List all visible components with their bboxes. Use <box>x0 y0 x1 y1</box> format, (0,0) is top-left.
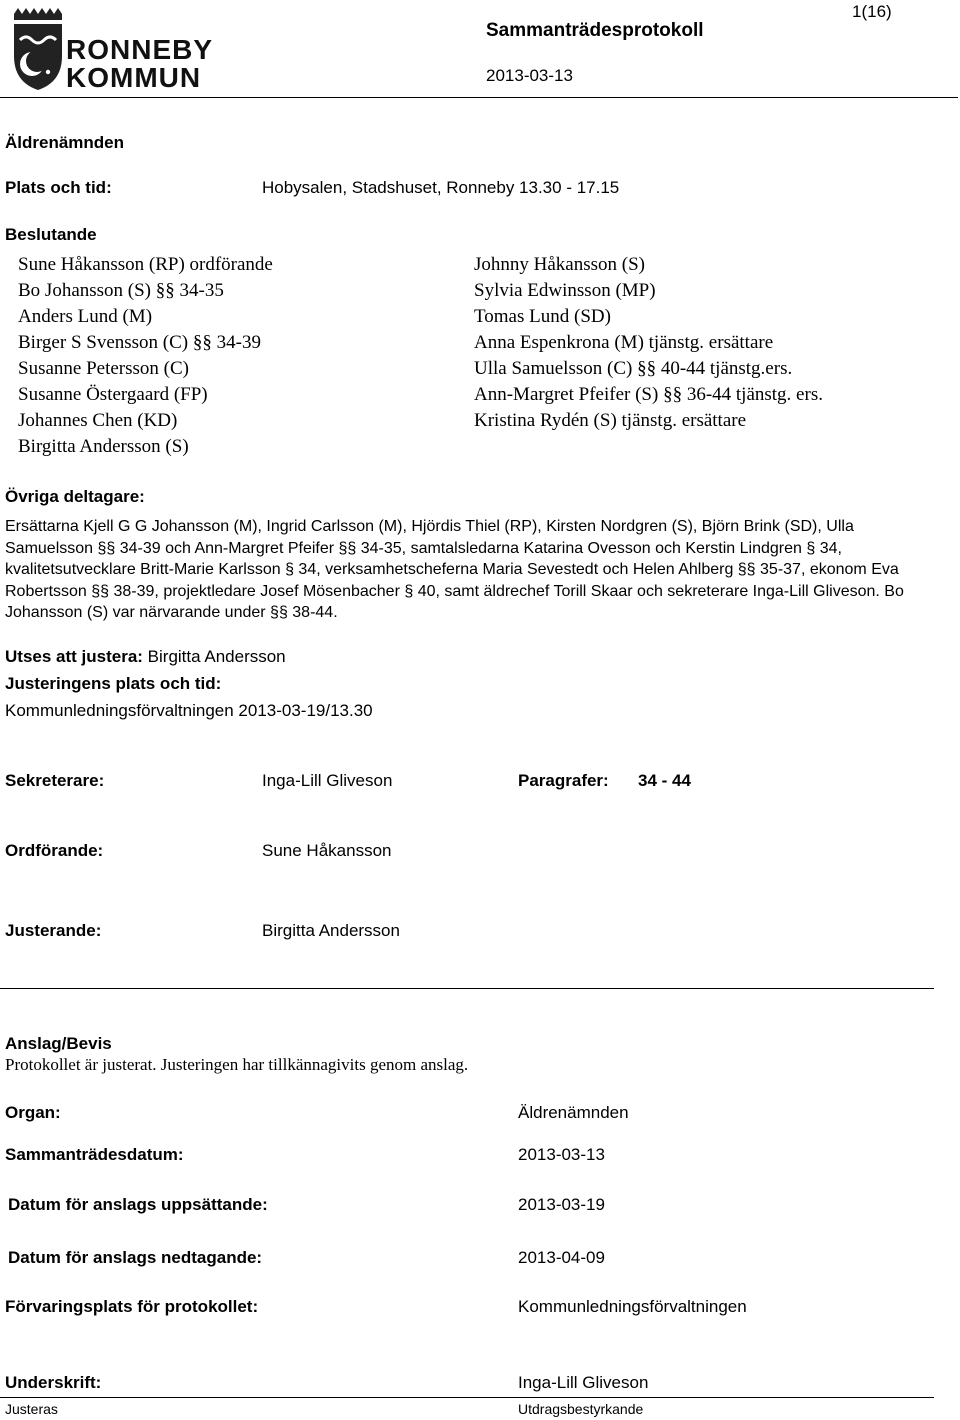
member-item: Anna Espenkrona (M) tjänstg. ersättare <box>474 332 774 353</box>
beslutande-heading: Beslutande <box>5 225 97 244</box>
ovriga-heading: Övriga deltagare: <box>5 487 145 506</box>
member-item: Ulla Samuelsson (C) §§ 40-44 tjänstg.ers. <box>474 358 793 379</box>
logo-line-2: KOMMUN <box>66 62 202 93</box>
member-item: Bo Johansson (S) §§ 34-35 <box>18 280 224 301</box>
page-number: 1(16) <box>852 2 892 21</box>
nedtagande-label: Datum för anslags nedtagande: <box>8 1248 263 1267</box>
footer-utdragsbestyrkande: Utdragsbestyrkande <box>518 1401 644 1417</box>
footer-justeras: Justeras <box>5 1401 58 1417</box>
sammantradesdatum-label: Sammanträdesdatum: <box>5 1145 184 1164</box>
municipal-crest-icon <box>8 6 68 92</box>
header-divider <box>0 97 958 98</box>
organ-label: Organ: <box>5 1103 61 1122</box>
anslag-text: Protokollet är justerat. Justeringen har tillkännagivits genom anslag. <box>5 1055 469 1074</box>
organ-value: Äldrenämnden <box>518 1103 629 1122</box>
justerande-value: Birgitta Andersson <box>262 921 400 940</box>
member-item: Sune Håkansson (RP) ordförande <box>18 254 273 275</box>
anslag-divider <box>0 988 934 989</box>
member-item: Tomas Lund (SD) <box>474 306 611 327</box>
member-item: Birger S Svensson (C) §§ 34-39 <box>18 332 261 353</box>
sekreterare-value: Inga-Lill Gliveson <box>262 771 393 790</box>
beslutande-left-list <box>18 252 273 460</box>
utses-label: Utses att justera: <box>5 647 143 666</box>
member-item: Sylvia Edwinsson (MP) <box>474 280 656 301</box>
forvaringsplats-label: Förvaringsplats för protokollet: <box>5 1297 259 1316</box>
member-item: Susanne Östergaard (FP) <box>18 384 208 405</box>
paragrafer-value: 34 - 44 <box>638 771 691 790</box>
place-time-value: Hobysalen, Stadshuset, Ronneby 13.30 - 17.15 <box>262 178 620 197</box>
document-type: Sammanträdesprotokoll <box>486 20 704 41</box>
ordforande-label: Ordförande: <box>5 841 104 860</box>
nedtagande-value: 2013-04-09 <box>518 1248 605 1267</box>
member-item: Johannes Chen (KD) <box>18 410 178 431</box>
forvaringsplats-value: Kommunledningsförvaltningen <box>518 1297 747 1316</box>
utses-row <box>5 647 286 667</box>
paragrafer-label: Paragrafer: <box>518 771 609 790</box>
underskrift-value: Inga-Lill Gliveson <box>518 1373 649 1392</box>
utses-value: Birgitta Andersson <box>147 647 286 666</box>
logo-line-1: RONNEBY <box>66 34 214 65</box>
header-date: 2013-03-13 <box>486 66 573 85</box>
committee-name: Äldrenämnden <box>5 133 125 152</box>
ovriga-text: Ersättarna Kjell G G Johansson (M), Ingrid Carlsson (M), Hjördis Thiel (RP), Kirsten Nordgren (S), Björn Brink (SD), Ulla Samuelsson §§ 34-39 och Ann-Margret Pfeifer §§ 34-35, samtalsledarna Katarina Ovesson och Kerstin Lindgren § 34, kvalitetsutvecklare Britt-Marie Karlsson § 34, verksamhetscheferna Maria Sevestedt och Helen Ahlberg §§ 35-37, ekonom Eva Robertsson §§ 38-39, projektledare Josef Mösenbacher § 40, samt äldrechef Torill Skaar och sekreterare Inga-Lill Gliveson. Bo Johansson (S) var närvarande under §§ 38-44. <box>5 518 904 621</box>
member-item: Birgitta Andersson (S) <box>18 436 189 457</box>
beslutande-right-list <box>474 252 823 434</box>
justering-place-label: Justeringens plats och tid: <box>5 674 222 693</box>
justerande-label: Justerande: <box>5 921 102 940</box>
anslag-heading: Anslag/Bevis <box>5 1034 112 1053</box>
footer-divider <box>0 1397 934 1398</box>
sammantradesdatum-value: 2013-03-13 <box>518 1145 605 1164</box>
member-item: Ann-Margret Pfeifer (S) §§ 36-44 tjänstg. ers. <box>474 384 823 405</box>
member-item: Johnny Håkansson (S) <box>474 254 645 275</box>
sekreterare-label: Sekreterare: <box>5 771 105 790</box>
justering-place-value: Kommunledningsförvaltningen 2013-03-19/13.30 <box>5 701 373 720</box>
underskrift-label: Underskrift: <box>5 1373 102 1392</box>
member-item: Kristina Rydén (S) tjänstg. ersättare <box>474 410 747 431</box>
member-item: Susanne Petersson (C) <box>18 358 189 379</box>
ronneby-kommun-logo <box>4 6 224 92</box>
place-time-label: Plats och tid: <box>5 178 112 197</box>
member-item: Anders Lund (M) <box>18 306 153 327</box>
ordforande-value: Sune Håkansson <box>262 841 392 860</box>
uppsattande-label: Datum för anslags uppsättande: <box>8 1195 268 1214</box>
uppsattande-value: 2013-03-19 <box>518 1195 605 1214</box>
